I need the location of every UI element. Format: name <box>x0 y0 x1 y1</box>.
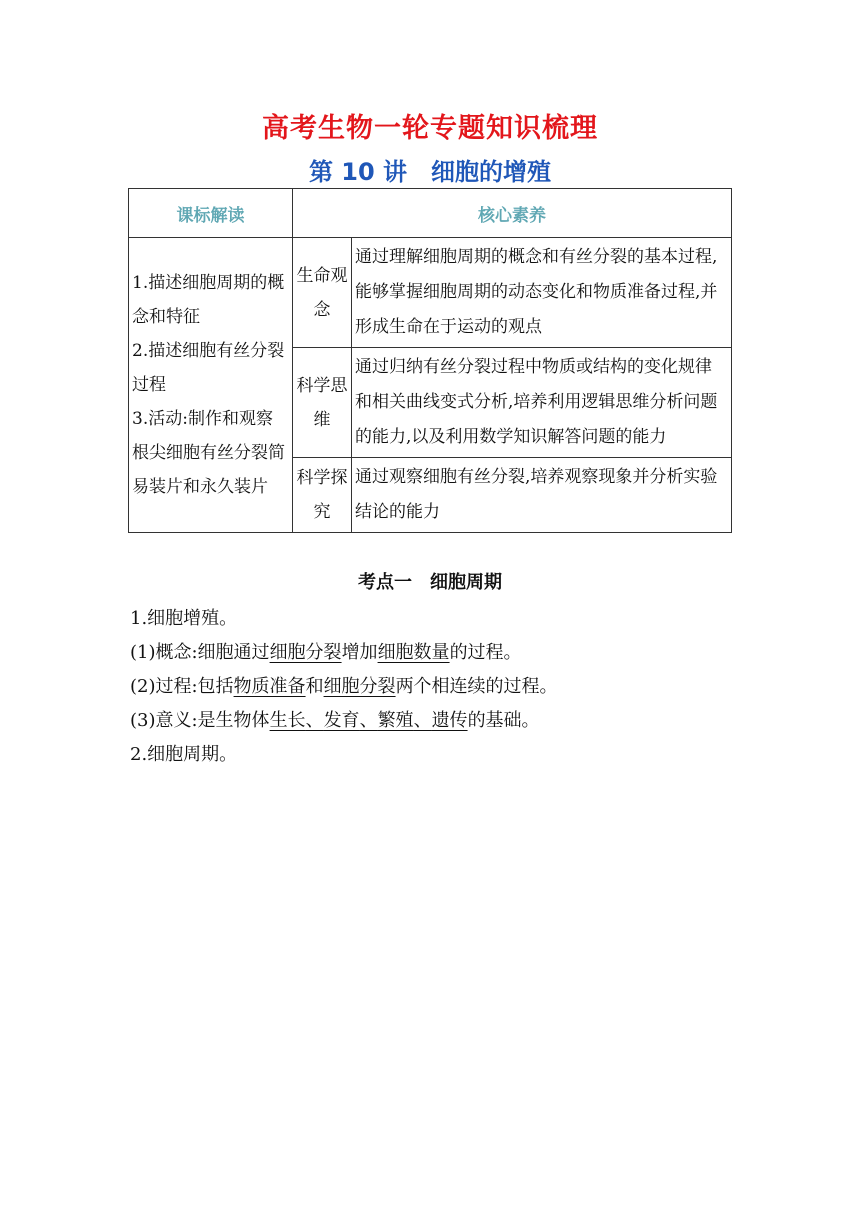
header-core-literacy: 核心素养 <box>293 189 732 238</box>
text-span: 增加 <box>341 642 378 663</box>
underlined-term: 细胞分裂 <box>269 642 342 663</box>
text-span: 的过程。 <box>449 642 522 663</box>
curriculum-cell <box>129 238 293 533</box>
content-line: 2.细胞周期。 <box>130 744 238 765</box>
underlined-term: 、 <box>305 710 324 731</box>
section-heading: 考点一 细胞周期 <box>358 572 502 593</box>
description-cell: 通过观察细胞有丝分裂,培养观察现象并分析实验结论的能力 <box>352 458 732 533</box>
text-span: 和 <box>305 676 324 697</box>
underlined-term: 物质准备 <box>233 676 306 697</box>
content-body <box>130 602 750 772</box>
underlined-term: 、 <box>359 710 378 731</box>
content-line <box>130 704 750 738</box>
table-row <box>129 238 732 348</box>
content-line: 1.细胞增殖。 <box>130 608 238 629</box>
literacy-table <box>128 188 732 533</box>
category-cell: 生命观念 <box>293 238 352 348</box>
underlined-term: 细胞分裂 <box>323 676 396 697</box>
underlined-term: 细胞数量 <box>377 642 450 663</box>
text-span: 两个相连续的过程。 <box>395 676 558 697</box>
text-span: 的基础。 <box>467 710 540 731</box>
category-cell: 科学探究 <box>293 458 352 533</box>
curriculum-item: 1.描述细胞周期的概念和特征 <box>132 273 285 327</box>
category-cell: 科学思维 <box>293 348 352 458</box>
text-span: (3)意义:是生物体 <box>130 710 270 731</box>
content-line <box>130 670 750 704</box>
table-header-row <box>129 189 732 238</box>
underlined-term: 、 <box>413 710 432 731</box>
text-span: (2)过程:包括 <box>130 676 234 697</box>
lecture-subtitle: 第 10 讲 细胞的增殖 <box>308 158 552 186</box>
content-line <box>130 636 750 670</box>
curriculum-item: 2.描述细胞有丝分裂过程 <box>132 341 285 395</box>
description-cell: 通过理解细胞周期的概念和有丝分裂的基本过程,能够掌握细胞周期的动态变化和物质准备过程,并形成生命在于运动的观点 <box>352 238 732 348</box>
description-cell: 通过归纳有丝分裂过程中物质或结构的变化规律和相关曲线变式分析,培养利用逻辑思维分析问题的能力,以及利用数学知识解答问题的能力 <box>352 348 732 458</box>
page-title: 高考生物一轮专题知识梳理 <box>262 113 598 144</box>
underlined-term: 遗传 <box>431 710 468 731</box>
underlined-term: 繁殖 <box>377 710 414 731</box>
header-curriculum: 课标解读 <box>129 189 293 238</box>
underlined-term: 发育 <box>323 710 360 731</box>
curriculum-item: 3.活动:制作和观察根尖细胞有丝分裂简易装片和永久装片 <box>132 409 285 497</box>
text-span: (1)概念:细胞通过 <box>130 642 270 663</box>
underlined-term: 生长 <box>269 710 306 731</box>
